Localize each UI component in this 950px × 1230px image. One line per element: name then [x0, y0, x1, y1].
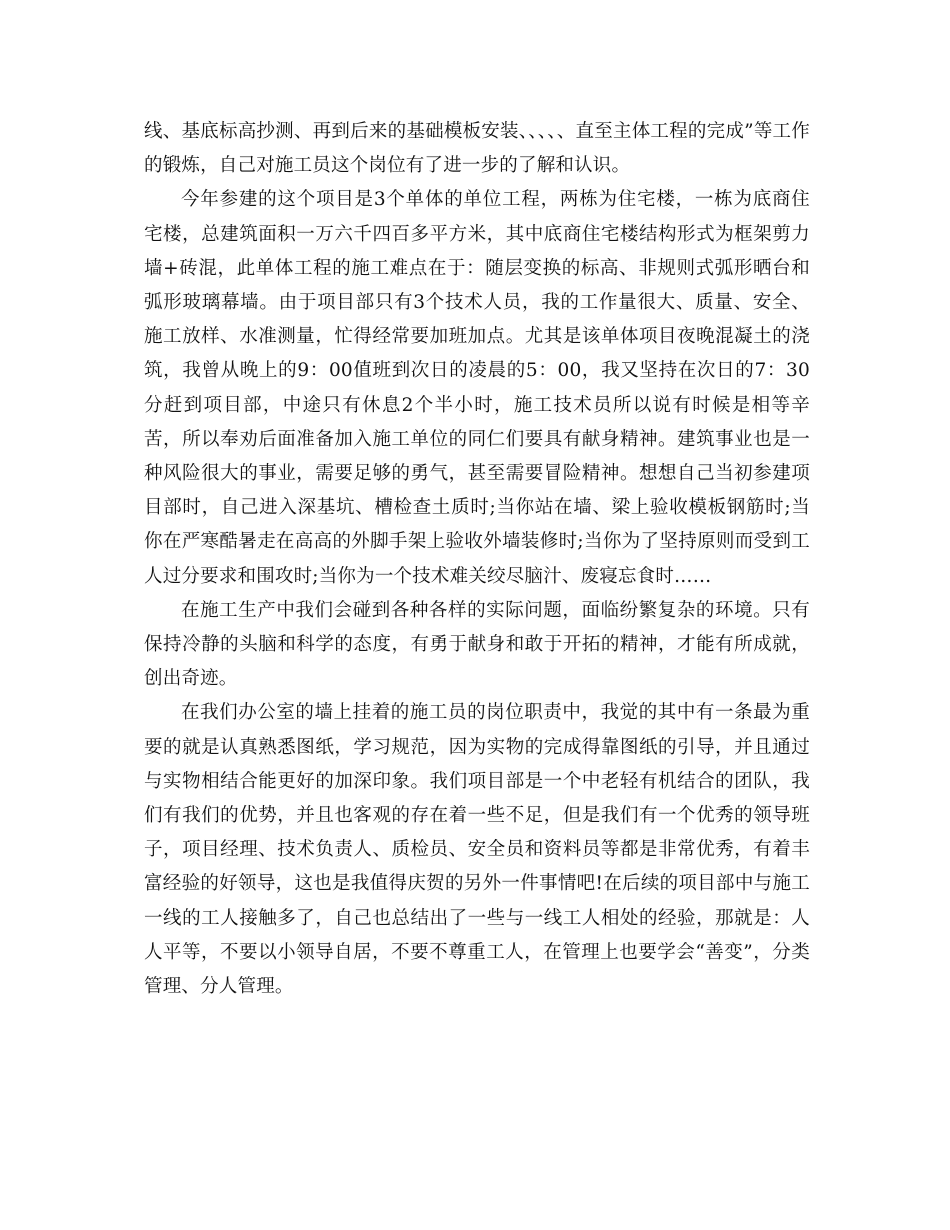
paragraph-3: 在施工生产中我们会碰到各种各样的实际问题，面临纷繁复杂的环境。只有保持冷静的头脑和科学的态度，有勇于献身和敢于开拓的精神，才能有所成就，创出奇迹。 [144, 599, 810, 690]
document-body [144, 115, 810, 1004]
paragraph-1: 线、基底标高抄测、再到后来的基础模板安装、、、、、直至主体工程的完成”等工作的锻炼，自己对施工员这个岗位有了进一步的了解和认识。 [144, 121, 810, 177]
paragraph-4: 在我们办公室的墙上挂着的施工员的岗位职责中，我觉的其中有一条最为重要的就是认真熟悉图纸，学习规范，因为实物的完成得靠图纸的引导，并且通过与实物相结合能更好的加深印象。我们项目部是一个中老轻有机结合的团队，我们有我们的优势，并且也客观的存在着一些不足，但是我们有一个优秀的领导班子，项目经理、技术负责人、质检员、安全员和资料员等都是非常优秀，有着丰富经验的好领导，这也是我值得庆贺的另外一件事情吧!在后续的项目部中与施工一线的工人接触多了，自己也总结出了一些与一线工人相处的经验，那就是：人人平等，不要以小领导自居，不要不尊重工人，在管理上也要学会“善变”，分类管理、分人管理。 [144, 702, 810, 998]
paragraph-2: 今年参建的这个项目是3个单体的单位工程，两栋为住宅楼，一栋为底商住宅楼，总建筑面积一万六千四百多平方米，其中底商住宅楼结构形式为框架剪力墙+砖混，此单体工程的施工难点在于：随层变换的标高、非规则式弧形晒台和弧形玻璃幕墙。由于项目部只有3个技术人员，我的工作量很大、质量、安全、施工放样、水准测量，忙得经常要加班加点。尤其是该单体项目夜晚混凝土的浇筑，我曾从晚上的9：00值班到次日的凌晨的5：00，我又坚持在次日的7：30分赶到项目部，中途只有休息2个半小时，施工技术员所以说有时候是相等辛苦，所以奉劝后面准备加入施工单位的同仁们要具有献身精神。建筑事业也是一种风险很大的事业，需要足够的勇气，甚至需要冒险精神。想想自己当初参建项目部时，自己进入深基坑、槽检查土质时;当你站在墙、梁上验收模板钢筋时;当你在严寒酷暑走在高高的外脚手架上验收外墙装修时;当你为了坚持原则而受到工人过分要求和围攻时;当你为一个技术难关绞尽脑汁、废寝忘食时…… [144, 189, 810, 587]
